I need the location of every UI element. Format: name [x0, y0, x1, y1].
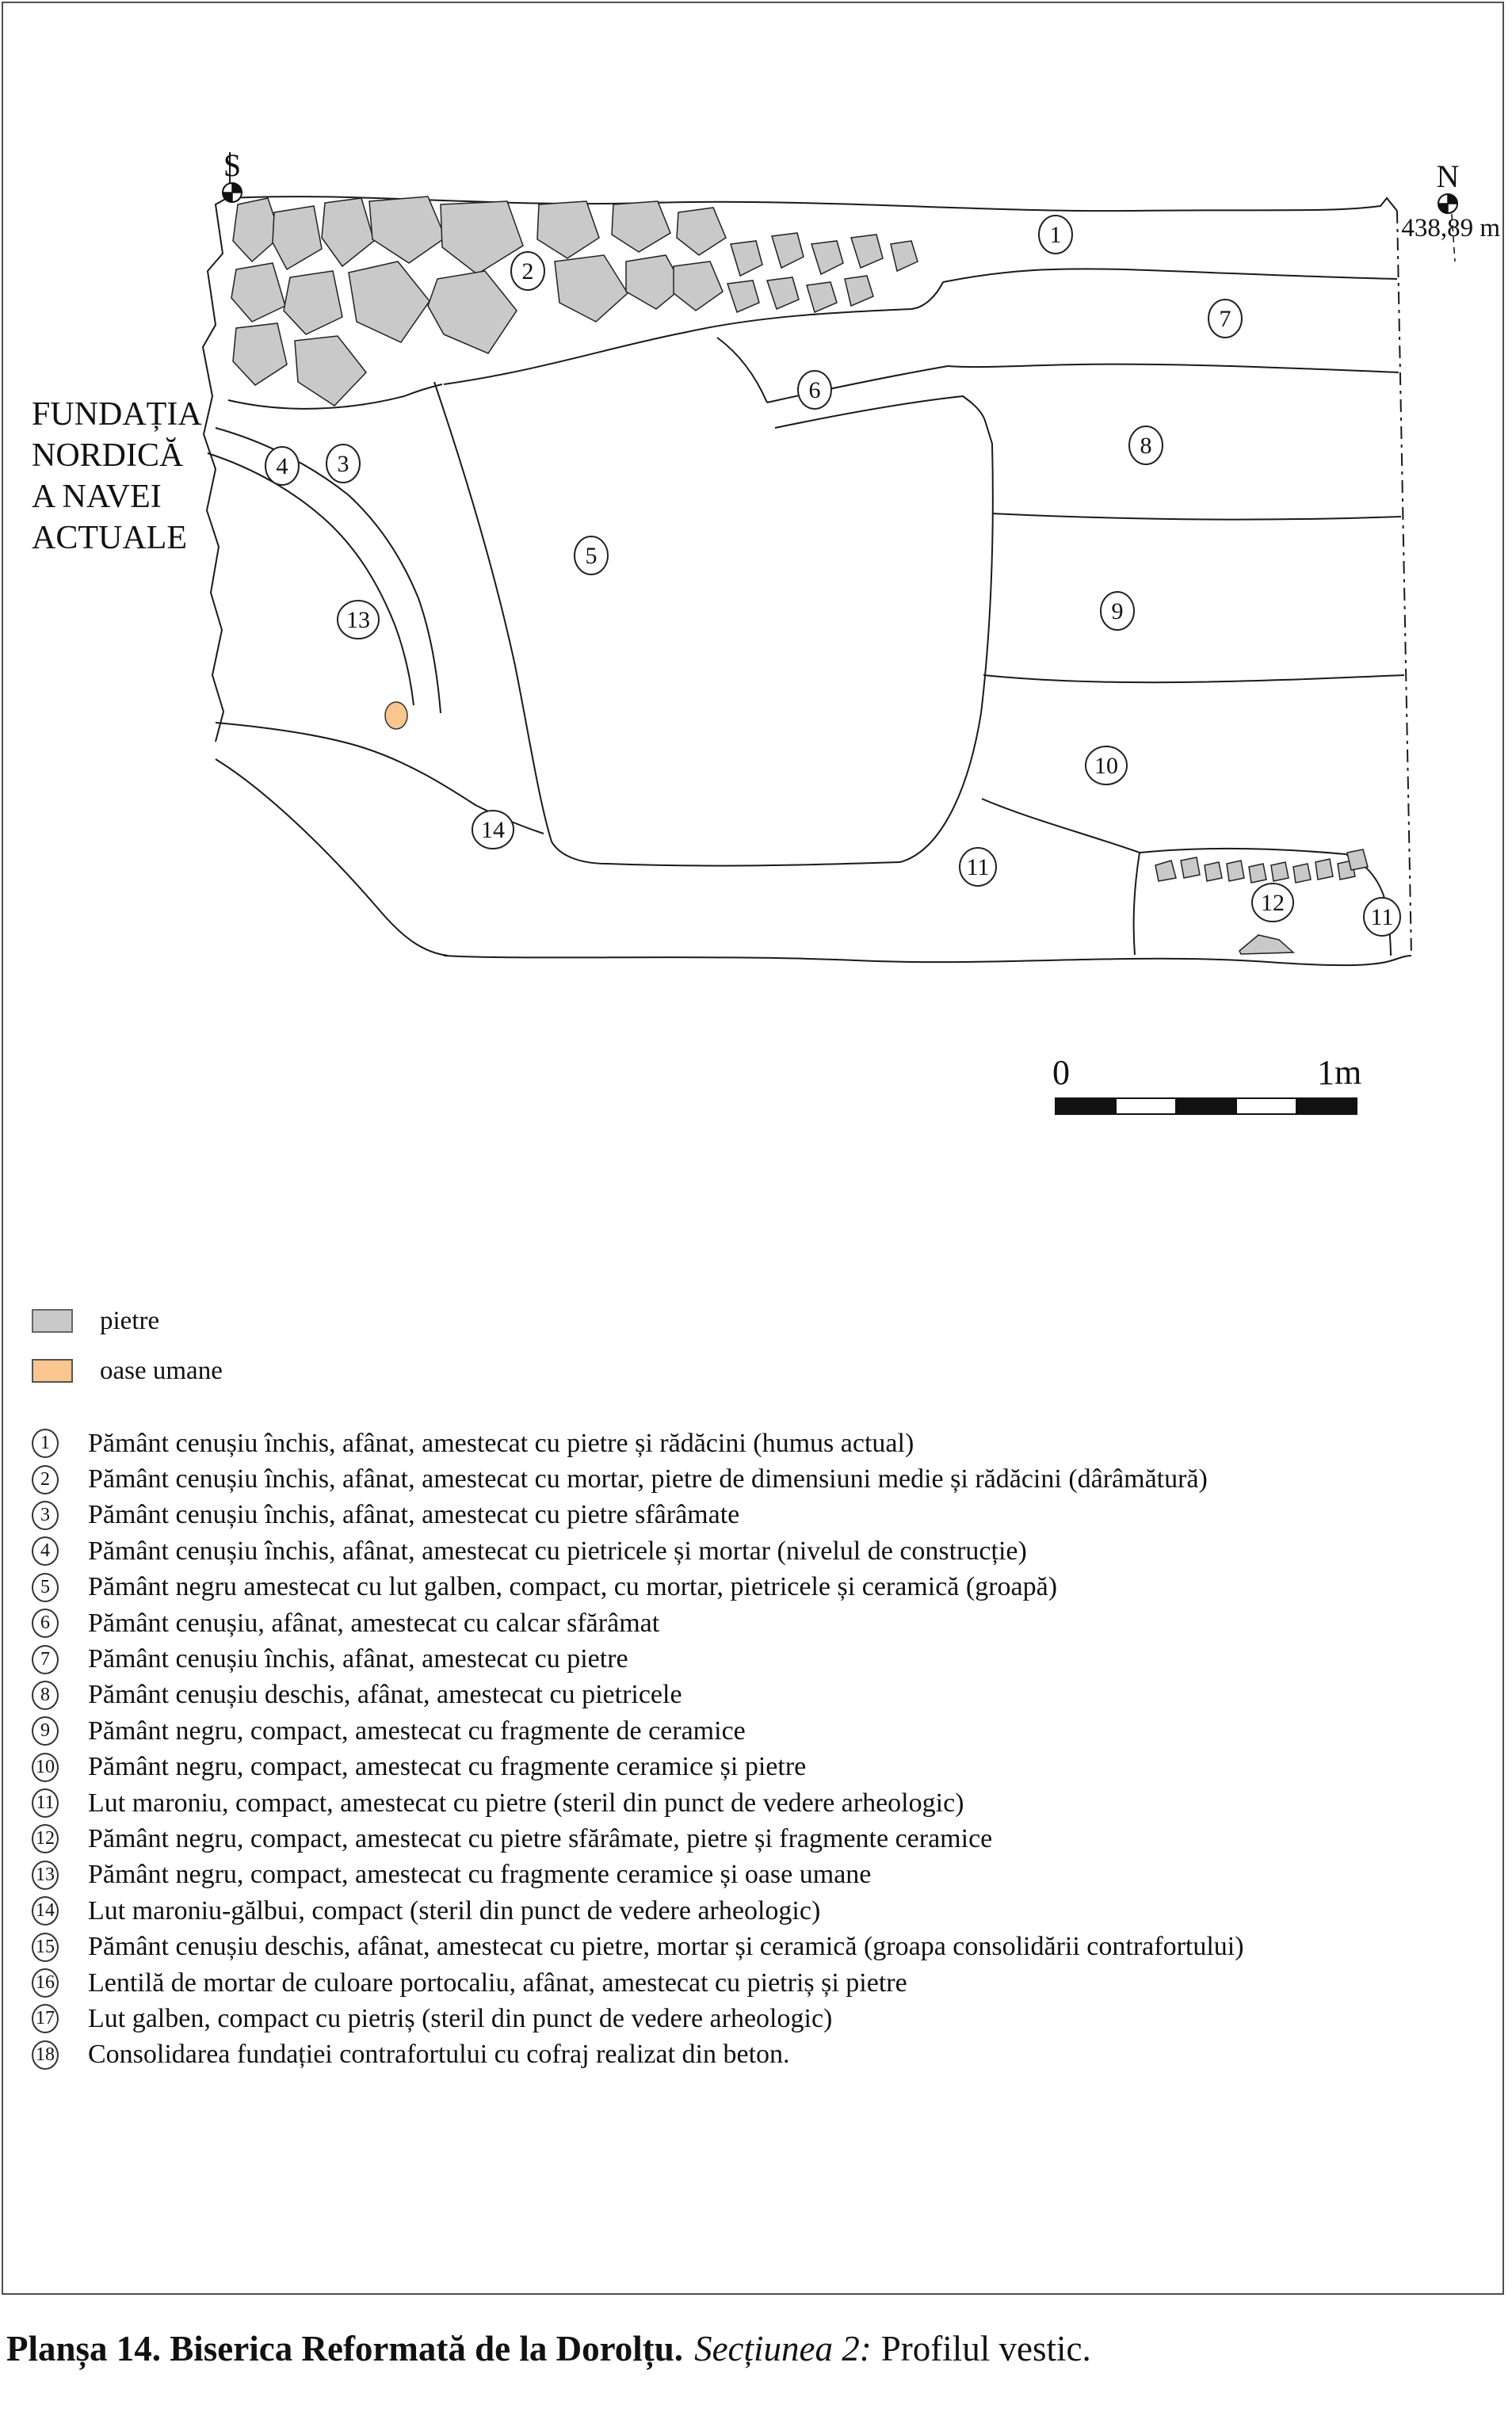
- benchmark-icon: [1438, 194, 1457, 213]
- legend-item: [32, 1605, 1244, 1641]
- legend-item-number: 3: [32, 1501, 59, 1530]
- legend-item: [32, 1498, 1244, 1533]
- legend-item: [32, 1821, 1244, 1857]
- south-label: S: [223, 147, 242, 183]
- legend-item-number: 5: [32, 1573, 59, 1602]
- legend-item: [32, 1533, 1244, 1569]
- elevation-label: 438,89 m: [1401, 214, 1500, 242]
- svg-text:9: 9: [1111, 598, 1124, 624]
- north-marker: [1401, 158, 1500, 261]
- legend-item: [32, 1929, 1244, 1964]
- legend-item: [32, 1677, 1244, 1713]
- legend-item: [32, 1750, 1244, 1785]
- legend-item-number: 16: [32, 1968, 59, 1998]
- svg-text:3: 3: [337, 451, 349, 477]
- layer-marker: [472, 811, 514, 849]
- layer-marker: [1364, 898, 1400, 936]
- svg-text:12: 12: [1261, 890, 1285, 916]
- right-profile-edge: [1397, 211, 1411, 956]
- legend-item-number: 10: [32, 1753, 59, 1782]
- scale-end-label: 1m: [1317, 1053, 1362, 1092]
- layer-marker: [960, 848, 996, 886]
- legend-item-text: Pământ cenușiu deschis, afânat, amestecat cu pietre, mortar și ceramică (groapa consolidării contrafortului): [88, 1932, 1244, 1962]
- south-marker: [223, 147, 242, 202]
- legend-item: [32, 1641, 1244, 1677]
- layer-marker: [1101, 592, 1134, 630]
- layer-marker: [338, 601, 379, 639]
- legend-item: [32, 1461, 1244, 1497]
- svg-text:10: 10: [1094, 753, 1118, 779]
- legend-swatch-pietre: [32, 1307, 159, 1334]
- layer-marker: [265, 447, 299, 485]
- legend-item-text: Lentilă de mortar de culoare portocaliu, afânat, amestecat cu pietriș și pietre: [88, 1968, 907, 1998]
- caption-bold: Planșa 14. Biserica Reformată de la Dorolțu.: [6, 2329, 684, 2368]
- legend-item: [32, 1893, 1244, 1929]
- legend-item-number: 14: [32, 1896, 59, 1926]
- legend-item-text: Lut maroniu-gălbui, compact (steril din punct de vedere arheologic): [88, 1895, 821, 1926]
- layer-marker: [1208, 300, 1242, 338]
- legend-item: [32, 1426, 1244, 1461]
- layer-marker: [1129, 426, 1163, 464]
- svg-text:6: 6: [808, 377, 821, 403]
- legend-item-text: Pământ cenușiu închis, afânat, amestecat cu pietricele și mortar (nivelul de construcție): [88, 1536, 1027, 1566]
- svg-text:13: 13: [346, 607, 370, 633]
- layer-marker: [1252, 884, 1293, 922]
- legend-item: [32, 1965, 1244, 2001]
- legend-item: [32, 1857, 1244, 1893]
- legend-item: [32, 2001, 1244, 2036]
- svg-text:1: 1: [1049, 222, 1062, 248]
- legend-item-number: 7: [32, 1645, 59, 1674]
- legend-item-text: Consolidarea fundației contrafortului cu cofraj realizat din beton.: [88, 2040, 790, 2070]
- legend-item-number: 4: [32, 1536, 59, 1566]
- layer-marker: [326, 445, 360, 483]
- legend-item-text: Pământ cenușiu închis, afânat, amestecat cu pietre: [88, 1644, 628, 1674]
- bone-swatch-icon: [32, 1359, 73, 1383]
- legend-swatch-oase-umane: [32, 1357, 223, 1384]
- caption-rest: Profilul vestic.: [880, 2329, 1091, 2368]
- legend-item-text: Pământ cenușiu, afânat, amestecat cu calcar sfărâmat: [88, 1608, 660, 1638]
- legend-item-text: Pământ negru, compact, amestecat cu fragmente de ceramice: [88, 1716, 746, 1746]
- legend-item-text: Pământ cenușiu închis, afânat, amestecat cu pietre și rădăcini (humus actual): [88, 1428, 914, 1458]
- legend-list: [32, 1426, 1244, 2073]
- svg-text:14: 14: [481, 817, 505, 843]
- svg-text:11: 11: [966, 854, 990, 880]
- benchmark-icon: [223, 183, 242, 202]
- legend-item-number: 2: [32, 1465, 59, 1494]
- foundation-annotation: [32, 396, 202, 556]
- svg-text:ACTUALE: ACTUALE: [32, 520, 187, 556]
- stone-swatch-icon: [32, 1309, 73, 1333]
- legend-item-text: Pământ negru, compact, amestecat cu pietre sfărâmate, pietre și fragmente ceramice: [88, 1823, 993, 1853]
- scale-bar: [1052, 1053, 1361, 1114]
- layer-marker: [1039, 216, 1072, 254]
- swatch-label: oase umane: [100, 1356, 223, 1385]
- legend-item-text: Lut maroniu, compact, amestecat cu pietre (steril din punct de vedere arheologic): [88, 1788, 964, 1818]
- svg-text:7: 7: [1219, 306, 1231, 332]
- legend-item-number: 18: [32, 2040, 59, 2070]
- swatch-label: pietre: [100, 1306, 160, 1335]
- legend-item-text: Pământ negru amestecat cu lut galben, compact, cu mortar, pietricele și ceramică (groapă): [88, 1572, 1058, 1602]
- caption-italic: Secțiunea 2:: [694, 2329, 872, 2368]
- svg-text:11: 11: [1370, 904, 1394, 930]
- svg-text:4: 4: [276, 453, 288, 479]
- legend-item-number: 15: [32, 1933, 59, 1962]
- legend-item-number: 1: [32, 1429, 59, 1458]
- legend-item: [32, 1713, 1244, 1749]
- left-profile-edge: [203, 152, 230, 742]
- legend-item-text: Pământ negru, compact, amestecat cu fragmente ceramice și oase umane: [88, 1860, 872, 1890]
- layer-marker: [1086, 746, 1127, 784]
- svg-text:5: 5: [585, 543, 598, 569]
- legend-item-number: 17: [32, 2004, 59, 2033]
- legend-item: [32, 2037, 1244, 2073]
- plate-caption: [6, 2328, 1091, 2369]
- legend-item-text: Lut galben, compact cu pietriș (steril din punct de vedere arheologic): [88, 2003, 833, 2033]
- human-bone-spot: [385, 702, 407, 729]
- legend-item-number: 13: [32, 1861, 59, 1890]
- legend-item-number: 6: [32, 1609, 59, 1638]
- layer-markers: [265, 216, 1400, 936]
- legend-item: [32, 1570, 1244, 1605]
- legend-item-number: 12: [32, 1824, 59, 1853]
- legend-item-number: 11: [32, 1788, 59, 1818]
- layer-marker: [511, 252, 544, 290]
- svg-text:2: 2: [521, 258, 534, 284]
- legend-item-text: Pământ cenușiu închis, afânat, amestecat cu mortar, pietre de dimensiuni medie și rădăcini (dârâmătură): [88, 1464, 1208, 1494]
- svg-text:NORDICĂ: NORDICĂ: [32, 437, 184, 474]
- scale-start-label: 0: [1052, 1053, 1070, 1092]
- legend-item: [32, 1785, 1244, 1821]
- svg-text:FUNDAȚIA: FUNDAȚIA: [32, 396, 202, 433]
- legend-item-text: Pământ cenușiu închis, afânat, amestecat cu pietre sfârâmate: [88, 1500, 740, 1530]
- layer-boundaries: [208, 269, 1404, 956]
- layer-marker: [798, 371, 831, 409]
- north-label: N: [1436, 158, 1460, 194]
- legend-item-number: 9: [32, 1716, 59, 1746]
- svg-text:A NAVEI: A NAVEI: [32, 479, 162, 515]
- legend-item-text: Pământ cenușiu deschis, afânat, amestecat cu pietricele: [88, 1680, 682, 1710]
- legend-item-text: Pământ negru, compact, amestecat cu fragmente ceramice și pietre: [88, 1752, 807, 1782]
- layer-marker: [575, 536, 608, 574]
- svg-text:8: 8: [1140, 433, 1152, 459]
- bottom-edge: [444, 956, 1411, 965]
- legend-item-number: 8: [32, 1681, 59, 1710]
